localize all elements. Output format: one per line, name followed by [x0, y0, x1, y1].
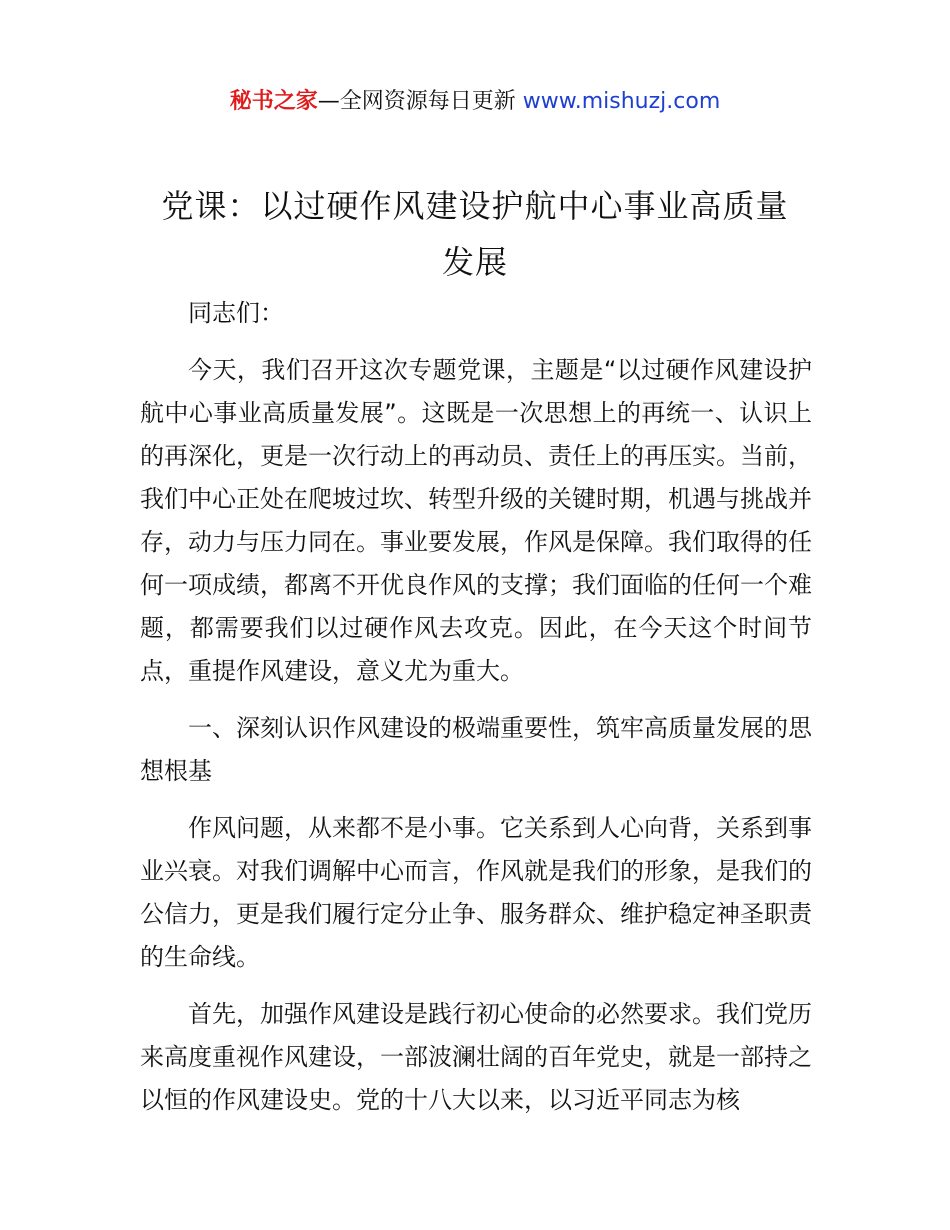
paragraph-intro: 今天，我们召开这次专题党课，主题是“以过硬作风建设护航中心事业高质量发展”。这既是一次思想上的再统一、认识上的再深化，更是一次行动上的再动员、责任上的再压实。当前，我们中心正处在爬坡过坎、转型升级的关键时期，机遇与挑战并存，动力与压力同在。事业要发展，作风是保障。我们取得的任何一项成绩，都离不开优良作风的支撑；我们面临的任何一个难题，都需要我们以过硬作风去攻克。因此，在今天这个时间节点，重提作风建设，意义尤为重大。 [140, 356, 812, 685]
section-heading-1: 一、深刻认识作风建设的极端重要性，筑牢高质量发展的思想根基 [140, 714, 812, 785]
document-body [140, 292, 812, 1136]
site-brand: 秘书之家 [229, 89, 318, 114]
document-title: 党课：以过硬作风建设护航中心事业高质量发展 [161, 187, 789, 281]
site-url-link[interactable]: www.mishuzj.com [522, 89, 721, 114]
paragraph-first-point: 首先，加强作风建设是践行初心使命的必然要求。我们党历来高度重视作风建设，一部波澜壮阔的百年党史，就是一部持之以恒的作风建设史。党的十八大以来，以习近平同志为核 [140, 1000, 812, 1114]
greeting: 同志们： [188, 299, 284, 327]
site-tagline: —全网资源每日更新 [317, 89, 523, 114]
paragraph-section-1: 作风问题，从来都不是小事。它关系到人心向背，关系到事业兴衰。对我们调解中心而言，作风就是我们的形象，是我们的公信力，更是我们履行定分止争、服务群众、维护稳定神圣职责的生命线。 [140, 814, 812, 971]
site-header [0, 86, 950, 118]
